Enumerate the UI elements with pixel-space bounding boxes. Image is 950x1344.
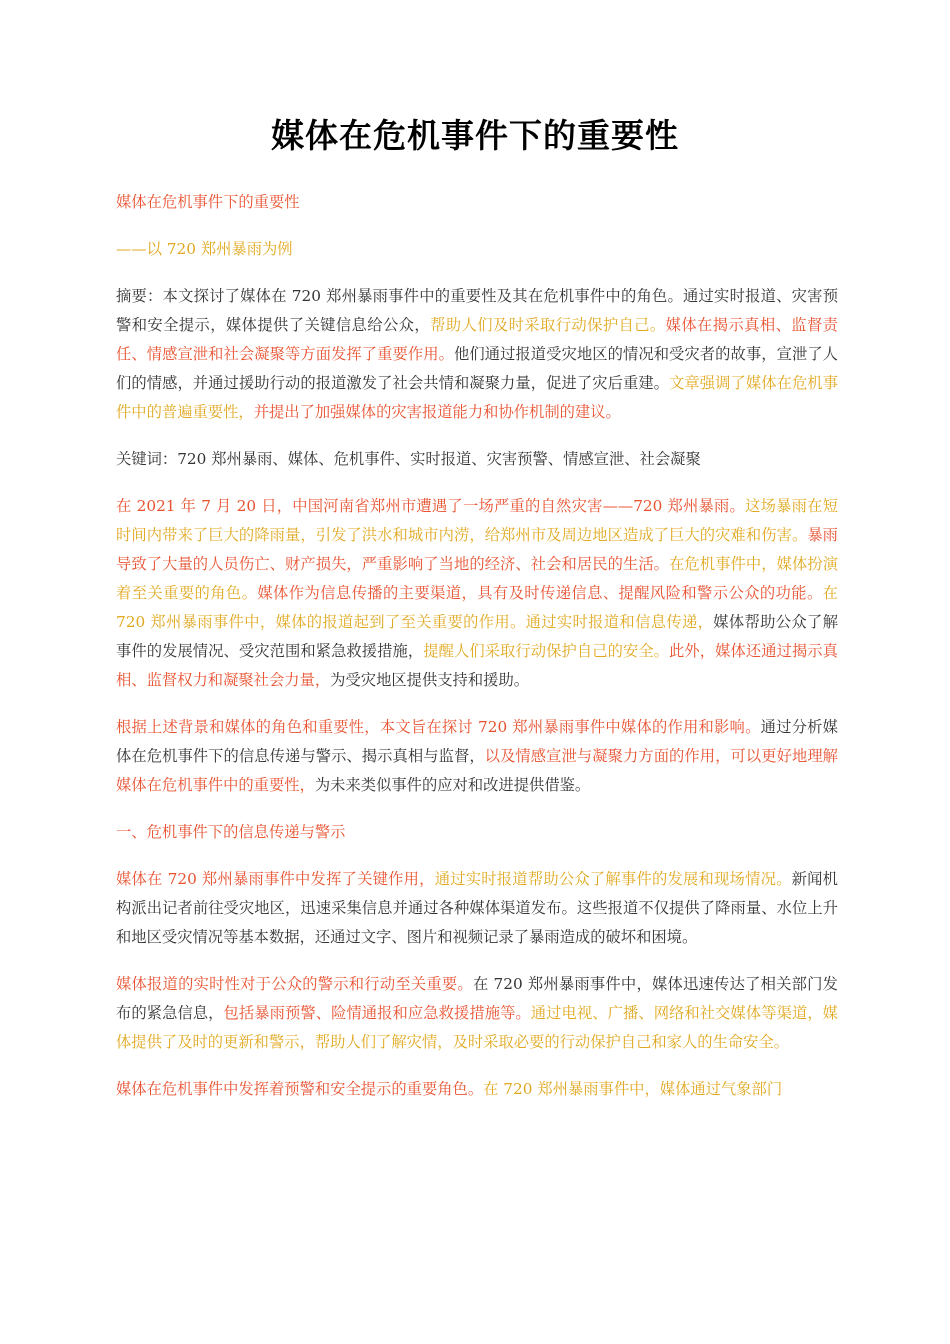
text-segment: 此外，媒体还通过揭示真相、监督权力和凝聚社会力量， <box>116 642 838 689</box>
paragraph <box>116 188 838 217</box>
paragraph <box>116 713 838 800</box>
paragraph <box>116 865 838 952</box>
paragraph <box>116 1075 838 1104</box>
text-segment: 媒体在 720 郑州暴雨事件中发挥了关键作用， <box>116 870 435 888</box>
paragraph <box>116 970 838 1057</box>
paragraph <box>116 818 838 847</box>
text-segment: 在 720 郑州暴雨事件中，媒体的报道起到了至关重要的作用。通过实时报道和信息传递， <box>116 584 838 631</box>
paragraph <box>116 235 838 264</box>
text-segment: 媒体在危机事件中发挥着预警和安全提示的重要角色。 <box>116 1080 484 1098</box>
text-segment: 这场暴雨在短时间内带来了巨大的降雨量，引发了洪水和城市内涝，给郑州市及周边地区造成了巨大的灾难和伤害。 <box>116 497 838 544</box>
text-segment: 通过电视、广播、网络和社交媒体等渠道，媒体提供了及时的更新和警示，帮助人们了解灾情，及时采取必要的行动保护自己和家人的生命安全。 <box>116 1004 838 1051</box>
text-segment: 媒体帮助公众了解事件的发展情况、受灾范围和紧急救援措施， <box>116 613 838 660</box>
text-segment: 根据上述背景和媒体的角色和重要性，本文旨在探讨 720 郑州暴雨事件中媒体的作用和影响。 <box>116 718 761 736</box>
text-segment: 他们通过报道受灾地区的情况和受灾者的故事，宣泄了人们的情感，并通过援助行动的报道激发了社会共情和凝聚力量，促进了灾后重建。 <box>116 345 838 392</box>
paragraph <box>116 282 838 427</box>
text-segment: 为未来类似事件的应对和改进提供借鉴。 <box>314 776 591 794</box>
text-segment: 在 720 郑州暴雨事件中，媒体通过气象部门 <box>483 1080 783 1098</box>
text-segment: 媒体在危机事件下的重要性 <box>116 193 300 211</box>
text-segment: 关键词：720 郑州暴雨、媒体、危机事件、实时报道、灾害预警、情感宣泄、社会凝聚 <box>116 450 701 468</box>
text-segment: 摘要：本文探讨了媒体在 720 郑州暴雨事件中的重要性及其在危机事件中的角色。通过实时报道、灾害预警和安全提示，媒体提供了关键信息给公众， <box>116 287 838 334</box>
text-segment: 提醒人们采取行动保护自己的安全。 <box>423 642 670 660</box>
text-segment: 在 720 郑州暴雨事件中，媒体迅速传达了相关部门发布的紧急信息， <box>116 975 838 1022</box>
text-segment: 媒体作为信息传播的主要渠道，具有及时传递信息、提醒风险和警示公众的功能。 <box>257 584 823 602</box>
text-segment: 一、危机事件下的信息传递与警示 <box>116 823 346 841</box>
text-segment: 新闻机构派出记者前往受灾地区，迅速采集信息并通过各种媒体渠道发布。这些报道不仅提供了降雨量、水位上升和地区受灾情况等基本数据，还通过文字、图片和视频记录了暴雨造成的破坏和困境。 <box>116 870 838 946</box>
text-segment: 暴雨导致了大量的人员伤亡、财产损失，严重影响了当地的经济、社会和居民的生活。 <box>116 526 838 573</box>
text-segment: 在 2021 年 7 月 20 日，中国河南省郑州市遭遇了一场严重的自然灾害——720 郑州暴雨。 <box>116 497 746 515</box>
text-segment: 通过实时报道帮助公众了解事件的发展和现场情况。 <box>434 870 792 888</box>
paragraph <box>116 445 838 474</box>
text-segment: 为受灾地区提供支持和援助。 <box>330 671 530 689</box>
document-title: 媒体在危机事件下的重要性 <box>271 116 679 155</box>
text-segment: 包括暴雨预警、险情通报和应急救援措施等。 <box>223 1004 531 1022</box>
document-body <box>116 188 838 1122</box>
text-segment: 帮助人们及时采取行动保护自己。 <box>430 316 666 334</box>
text-segment: 以及情感宣泄与凝聚力方面的作用，可以更好地理解媒体在危机事件中的重要性， <box>116 747 838 794</box>
text-segment: ——以 720 郑州暴雨为例 <box>116 240 293 258</box>
text-segment: 通过分析媒体在危机事件下的信息传递与警示、揭示真相与监督， <box>116 718 838 765</box>
text-segment: 并提出了加强媒体的灾害报道能力和协作机制的建议。 <box>253 403 621 421</box>
text-segment: 媒体在揭示真相、监督责任、情感宣泄和社会凝聚等方面发挥了重要作用。 <box>116 316 838 363</box>
text-segment: 在危机事件中，媒体扮演着至关重要的角色。 <box>116 555 838 602</box>
text-segment: 媒体报道的实时性对于公众的警示和行动至关重要。 <box>116 975 473 993</box>
paragraph <box>116 492 838 695</box>
text-segment: 文章强调了媒体在危机事件中的普遍重要性， <box>116 374 838 421</box>
